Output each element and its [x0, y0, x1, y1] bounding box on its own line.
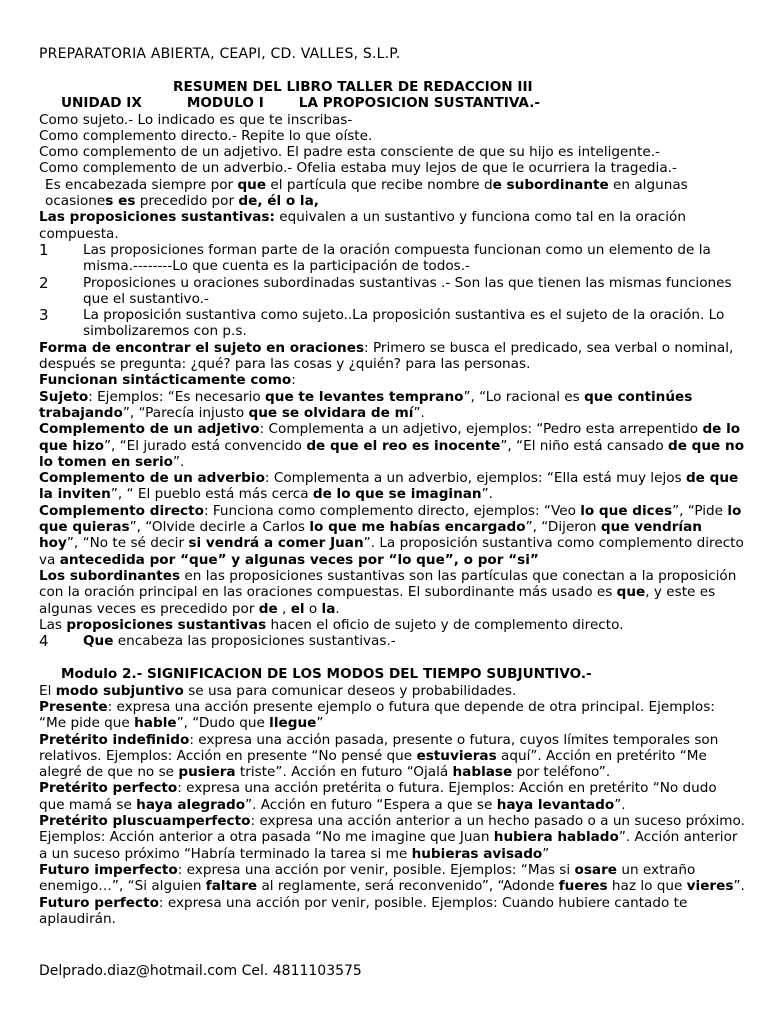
module-topic: LA PROPOSICION SUSTANTIVA	[298, 95, 530, 112]
text-paragraph: Presente: expresa una acción presente ejemplo o futura que depende de otra principal. Ejemplos: “Me pide que hable”, “Dudo que llegue”	[39, 698, 715, 732]
item-number: 2	[39, 273, 49, 292]
text-paragraph: Complemento directo: Funciona como complemento directo, ejemplos: “Veo lo que dices”, “Pide lo que quieras”, “Olvide decirle a Carlos lo que me habías encargado”, “Dijeron que vendrían hoy”, “No te sé decir si vendrá a comer Juan”. La proposición sustantiva como complemento directo va antecedida por “que” y algunas veces por “lo que”, o por “si”	[39, 502, 744, 568]
numbered-item: 2 Proposiciones u oraciones subordinadas sustantivas .- Son las que tienen las mismas funciones que el sustantivo.-	[39, 273, 732, 307]
contact-footer: Delprado.diaz@hotmail.com Cel. 4811103575	[39, 963, 362, 979]
text-paragraph: Los subordinantes en las proposiciones sustantivas son las partículas que conectan a la proposición con la oración principal en las oraciones compuestas. El subordinante más usado es que, y este es algunas veces es precedido por de , el o la.	[39, 567, 737, 617]
module2-heading: Modulo 2.- SIGNIFICACION DE LOS MODOS DEL TIEMPO SUBJUNTIVO.-	[61, 666, 592, 683]
numbered-item: 3 La proposición sustantiva como sujeto..La proposición sustantiva es el sujeto de la oración. Lo simbolizaremos con p.s.	[39, 306, 725, 340]
text-paragraph: Las proposiciones sustantivas: equivalen a un sustantivo y funciona como tal en la oración compuesta.	[39, 209, 686, 242]
text-paragraph: Pretérito perfecto: expresa una acción pretérita o futura. Ejemplos: Acción en pretérito “No dudo que mamá se haya alegrado”. Acción en futuro “Espera a que se haya levantado”.	[39, 780, 717, 813]
document-header: PREPARATORIA ABIERTA, CEAPI, CD. VALLES, S.L.P.	[39, 46, 401, 62]
item-number: 1	[39, 240, 49, 259]
text-paragraph: Es encabezada siempre por que el partícula que recibe nombre de subordinante en algunas ocasiones es precedido por de, él o la,	[45, 176, 688, 210]
text-line: Como sujeto.- Lo indicado es que te inscribas-	[39, 111, 353, 128]
text-line: Como complemento de un adjetivo. El padre esta consciente de que su hijo es inteligente.-	[39, 144, 660, 161]
text-paragraph: Sujeto: Ejemplos: “Es necesario que te levantes temprano”, “Lo racional es que continúes trabajando”, “Parecía injusto que se olvidara de mí”.	[39, 388, 693, 421]
text-paragraph: Pretérito pluscuamperfecto: expresa una acción anterior a un hecho pasado o a un suceso próximo. Ejemplos: Acción anterior a otra pasada “No me imagine que Juan hubiera hablado”. Acción anterior a un suceso próximo “Habría terminado la tarea si me hubieras avisado”	[39, 813, 745, 862]
text-paragraph: Pretérito indefinido: expresa una acción pasada, presente o futura, cuyos límites temporales son relativos. Ejemplos: Acción en presente “No pensé que estuvieras aquí”. Acción en pretérito “Me alegré de que no se pusiera triste”. Acción en futuro “Ojalá hablase por teléfono”.	[39, 731, 719, 781]
text-paragraph: Las proposiciones sustantivas hacen el oficio de sujeto y de complemento directo.	[39, 616, 624, 633]
module-label: MODULO I	[186, 95, 264, 112]
document-body	[39, 79, 745, 927]
unit-label: UNIDAD IX	[61, 95, 142, 112]
text-paragraph: Futuro perfecto: expresa una acción por venir, posible. Ejemplos: Cuando hubiere cantado te aplaudirán.	[39, 894, 688, 927]
numbered-item: 4 Que encabeza las proposiciones sustantivas.-	[39, 632, 396, 651]
text-paragraph: Forma de encontrar el sujeto en oraciones: Primero se busca el predicado, sea verbal o nominal, después se pregunta: ¿qué? para las cosas y ¿quién? para las personas.	[39, 339, 734, 373]
text-paragraph: El modo subjuntivo se usa para comunicar deseos y probabilidades.	[39, 682, 517, 699]
text-paragraph: Funcionan sintácticamente como:	[39, 372, 296, 389]
numbered-item: 1 Las proposiciones forman parte de la oración compuesta funcionan como un elemento de la misma.--------Lo que cuenta es la participación de todos.-	[39, 240, 711, 275]
text-paragraph: Complemento de un adverbio: Complementa a un adverbio, ejemplos: “Ella está muy lejos de que la inviten”, “ El pueblo está más cerca de lo que se imaginan”.	[39, 470, 739, 503]
text-paragraph: Futuro imperfecto: expresa una acción por venir, posible. Ejemplos: “Mas si osare un extraño enemigo…”, “Si alguien faltare al reglamente, será reconvenido”, “Adonde fueres haz lo que vieres”.	[39, 861, 745, 895]
book-title: RESUMEN DEL LIBRO TALLER DE REDACCION III	[173, 79, 533, 95]
item-number: 3	[39, 306, 49, 325]
text-line: Como complemento de un adverbio.- Ofelia estaba muy lejos de que le ocurriera la tragedia.-	[39, 160, 677, 177]
item-number: 4	[39, 632, 49, 651]
text-line: Como complemento directo.- Repite lo que oíste.	[39, 127, 373, 144]
unit-module-heading: UNIDAD IX MODULO I LA PROPOSICION SUSTANTIVA.-	[61, 95, 540, 112]
text-paragraph: Complemento de un adjetivo: Complementa a un adjetivo, ejemplos: “Pedro esta arrepentido de lo que hizo”, “El jurado está convencido de que el reo es inocente”, “El niño está cansado de que no lo tomen en serio”.	[39, 421, 745, 470]
